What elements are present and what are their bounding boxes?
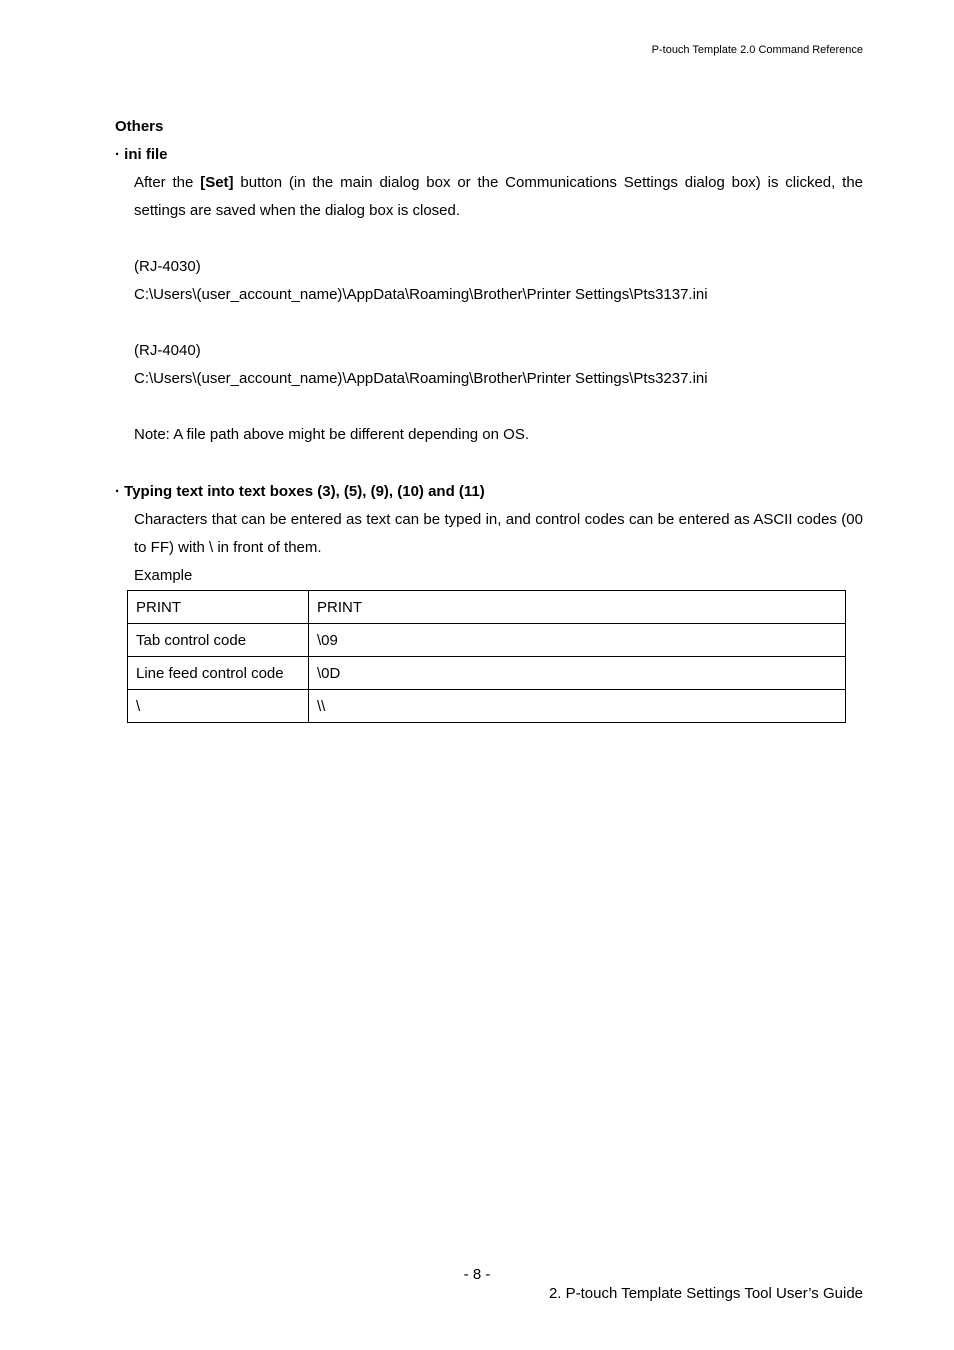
table-cell: \\ bbox=[309, 690, 846, 723]
table-cell: Line feed control code bbox=[128, 657, 309, 690]
example-label: Example bbox=[134, 567, 193, 584]
example-table bbox=[127, 590, 846, 723]
ini-para-text-before: After the bbox=[134, 174, 201, 191]
table-row bbox=[128, 591, 846, 624]
table-cell: Tab control code bbox=[128, 624, 309, 657]
table-cell: PRINT bbox=[309, 591, 846, 624]
rj4040-label: (RJ-4040) bbox=[134, 342, 201, 359]
table-cell: \0D bbox=[309, 657, 846, 690]
table-row bbox=[128, 657, 846, 690]
os-note: Note: A file path above might be different depending on OS. bbox=[134, 426, 530, 443]
typing-text-paragraph: Characters that can be entered as text can be typed in, and control codes can be entered as ASCII codes (00 to FF) with \ in front of them. bbox=[134, 511, 863, 556]
running-header: P-touch Template 2.0 Command Reference bbox=[651, 44, 863, 56]
table-cell: \09 bbox=[309, 624, 846, 657]
rj4040-path: C:\Users\(user_account_name)\AppData\Roaming\Brother\Printer Settings\Pts3237.ini bbox=[134, 370, 708, 387]
table-row bbox=[128, 690, 846, 723]
table-cell: PRINT bbox=[128, 591, 309, 624]
bullet-heading-typing-text: · Typing text into text boxes (3), (5), (9), (10) and (11) bbox=[115, 483, 485, 500]
rj4030-label: (RJ-4030) bbox=[134, 258, 201, 275]
section-heading-others: Others bbox=[115, 118, 164, 135]
ini-para-set-bold: [Set] bbox=[200, 174, 234, 191]
page-number: - 8 - bbox=[463, 1266, 491, 1283]
table-row bbox=[128, 624, 846, 657]
table-cell: \ bbox=[128, 690, 309, 723]
ini-para-text-after: button (in the main dialog box or the Communications Settings dialog box) is clicked, the settings are saved when the dialog box is closed. bbox=[134, 174, 863, 219]
footer-guide-title: 2. P-touch Template Settings Tool User’s Guide bbox=[548, 1285, 863, 1302]
bullet-heading-ini-file: · ini file bbox=[115, 146, 168, 163]
rj4030-path: C:\Users\(user_account_name)\AppData\Roaming\Brother\Printer Settings\Pts3137.ini bbox=[134, 286, 708, 303]
ini-file-paragraph bbox=[134, 169, 863, 225]
